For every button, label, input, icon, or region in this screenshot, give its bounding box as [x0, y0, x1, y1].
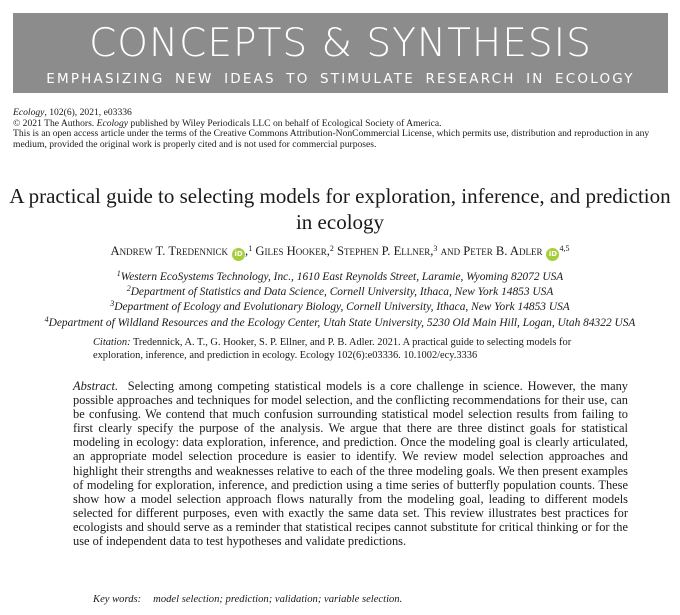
orcid-icon[interactable]: iD [546, 248, 559, 261]
author-conjunction: and [440, 244, 461, 258]
author-name[interactable]: Peter B. Adler [463, 244, 543, 258]
abstract-block [73, 379, 628, 548]
affiliation: $^4$Department of Wildland Resources and the Ecology Center, Utah State University, 5230 Old Main Hill, Logan, Utah 84322 USA [44, 314, 636, 329]
license-text: This is an open access article under the terms of the Creative Commons Attribution-NonCommercial License, which permits use, distribution and reproduction in any medium, provided the original work is properly cited and is not used for commercial purposes. [13, 128, 650, 150]
affiliation: $^2$Department of Statistics and Data Science, Cornell University, Ithaca, New York 14853 USA [126, 284, 554, 299]
author-name[interactable]: Andrew T. Tredennick [110, 244, 229, 258]
affiliation: $^3$Department of Ecology and Evolutionary Biology, Cornell University, Ithaca, New York 14853 USA [110, 299, 570, 314]
author-name[interactable]: Giles Hooker [255, 244, 327, 258]
banner-title: CONCEPTS & SYNTHESIS [89, 21, 592, 66]
author-name[interactable]: Stephen P. Ellner [337, 244, 431, 258]
abstract-text: Selecting among competing statistical models is a core challenge in science. However, the many possible approaches and techniques for model selection, and the conflicting recommendations for their use, can be confusing. We contend that much confusion surrounding statistical model selection results from failing to first clearly specify the purpose of the analysis. We argue that there are three distinct goals for statistical modeling in ecology: data exploration, inference, and prediction. Once the modeling goal is clearly articulated, an appropriate model selection procedure is easier to identify. We review model selection approaches and highlight their strengths and weaknesses relative to each of the three modeling goals. We then present examples of modeling for exploration, inference, and prediction using a time series of butterfly population counts. These show how a model selection approach flows naturally from the modeling goal, leading to different models selected for different purposes, even with exactly the same data set. This review illustrates best practices for ecologists and should serve as a reminder that statistical recipes cannot substitute for critical thinking or for the use of independent data to test hypotheses and validate predictions. [73, 379, 628, 549]
keywords-text: model selection; prediction; validation; variable selection. [153, 594, 403, 605]
journal-issue: , 102(6), 2021, e03336 [44, 107, 132, 118]
keywords-block [93, 594, 402, 605]
citation-label: Citation: [93, 337, 131, 348]
affiliations [0, 270, 680, 331]
abstract-label: Abstract. [73, 379, 119, 393]
affiliation: $^1$Western EcoSystems Technology, Inc., 1610 East Reynolds Street, Laramie, Wyoming 82072 USA [116, 269, 564, 283]
article-title: A practical guide to selecting models for exploration, inference, and prediction in ecology [9, 184, 671, 234]
journal-meta [13, 108, 673, 150]
citation-text: Tredennick, A. T., G. Hooker, S. P. Ellner, and P. B. Adler. 2021. A practical guide to selecting models for exploration, inference, and prediction in ecology. Ecology 102(6):e03336. 10.1002/ecy.3336 [93, 337, 572, 361]
banner-subtitle: EMPHASIZING NEW IDEAS TO STIMULATE RESEARCH IN ECOLOGY [46, 71, 635, 87]
orcid-icon[interactable]: iD [232, 248, 245, 261]
copyright-line: © 2021 The Authors. Ecology published by Wiley Periodicals LLC on behalf of Ecological Society of America. [13, 117, 442, 129]
keywords-label: Key words: [93, 594, 142, 605]
section-banner [13, 13, 668, 93]
author-list: Andrew T. Tredennick iD ,$^1$ Giles Hooker,$^2$ Stephen P. Ellner,$^3$ and Peter B. Adler iD$^{4,5}$ [0, 244, 680, 261]
citation-block [93, 337, 618, 362]
journal-name: Ecology [13, 107, 45, 118]
